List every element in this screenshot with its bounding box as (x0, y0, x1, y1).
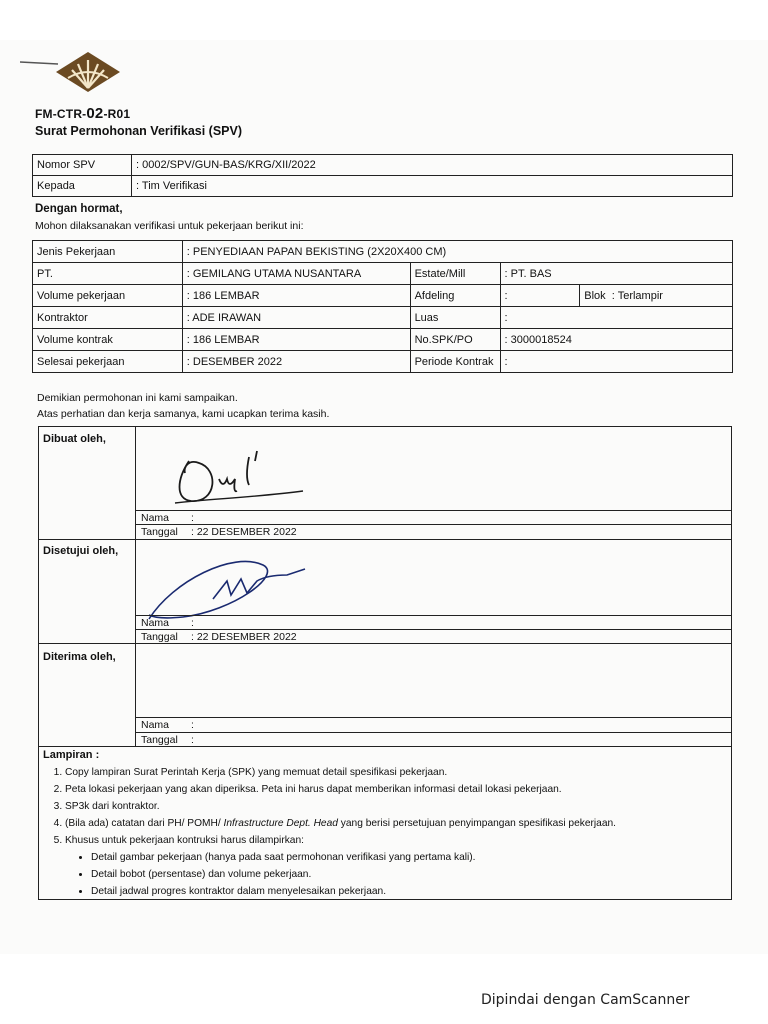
lampiran-subitem: • Detail bobot (persentase) dan volume pekerjaan. (91, 866, 723, 883)
dibuat-oleh-label: Dibuat oleh, (43, 433, 106, 445)
volume-pekerjaan-label: Volume pekerjaan (33, 285, 183, 307)
blok-cell (580, 285, 733, 307)
jenis-pekerjaan-label: Jenis Pekerjaan (33, 241, 183, 263)
lampiran-item-4-tail: yang berisi persetujuan penyimpangan spesifikasi pekerjaan. (337, 818, 616, 829)
lampiran-item: 2. Peta lokasi pekerjaan yang akan diperiksa. Peta ini harus dapat memberikan informasi detail lokasi pekerjaan. (65, 781, 723, 798)
jenis-pekerjaan-value: : PENYEDIAAN PAPAN BEKISTING (2X20X400 CM) (182, 241, 732, 263)
work-details-table (32, 240, 733, 373)
dibuat-nama-label: Nama (141, 512, 170, 524)
lampiran-item (65, 815, 723, 832)
closing-line-1: Demikian permohonan ini kami sampaikan. (37, 392, 238, 404)
diterima-nama-value: : (191, 719, 194, 731)
pt-label: PT. (33, 263, 183, 285)
lampiran-subitem: • Detail gambar pekerjaan (hanya pada saat permohonan verifikasi yang pertama kali). (91, 849, 723, 866)
dibuat-tanggal-value: : 22 DESEMBER 2022 (191, 526, 297, 538)
closing-text (37, 390, 329, 422)
volume-kontrak-value: : 186 LEMBAR (182, 329, 410, 351)
luas-label: Luas (410, 307, 500, 329)
diterima-nama-line (135, 717, 731, 718)
luas-value: : (500, 307, 732, 329)
estate-label: Estate/Mill (410, 263, 500, 285)
afdeling-label: Afdeling (410, 285, 500, 307)
lampiran-item: 3. SP3k dari kontraktor. (65, 798, 723, 815)
lampiran-section (43, 747, 723, 900)
dibuat-tanggal-line (135, 524, 731, 525)
spk-value: : 3000018524 (500, 329, 732, 351)
spk-label: No.SPK/PO (410, 329, 500, 351)
diterima-nama-label: Nama (141, 719, 170, 731)
blok-label: Blok (584, 289, 606, 302)
dibuat-nama-value: : (191, 512, 194, 524)
nomor-spv-value: : 0002/SPV/GUN-BAS/KRG/XII/2022 (132, 155, 733, 176)
disetujui-signature-icon (143, 551, 323, 631)
disetujui-nama-line (135, 615, 731, 616)
lampiran-item-4-text: (Bila ada) catatan dari PH/ POMH/ (65, 818, 224, 829)
volume-kontrak-label: Volume kontrak (33, 329, 183, 351)
lampiran-list (43, 764, 723, 900)
periode-value: : (500, 351, 732, 373)
lampiran-heading: Lampiran : (43, 749, 100, 761)
disetujui-section-divider (39, 643, 731, 644)
disetujui-oleh-label: Disetujui oleh, (43, 545, 119, 557)
salutation: Dengan hormat, (35, 203, 123, 215)
lampiran-item-4-italic: Infrastructure Dept. Head (223, 818, 338, 829)
kontraktor-value: : ADE IRAWAN (182, 307, 410, 329)
blok-value: : Terlampir (611, 289, 663, 302)
signature-box (38, 426, 732, 900)
diterima-oleh-label: Diterima oleh, (43, 651, 116, 663)
kontraktor-label: Kontraktor (33, 307, 183, 329)
intro-text: Mohon dilaksanakan verifikasi untuk pekerjaan berikut ini: (35, 220, 304, 232)
lampiran-item: 1. Copy lampiran Surat Perintah Kerja (SPK) yang memuat detail spesifikasi pekerjaan. (65, 764, 723, 781)
estate-value: : PT. BAS (500, 263, 732, 285)
diterima-tanggal-label: Tanggal (141, 734, 178, 746)
disetujui-tanggal-line (135, 629, 731, 630)
disetujui-tanggal-label: Tanggal (141, 631, 178, 643)
lampiran-item (65, 832, 723, 900)
diterima-tanggal-line (135, 732, 731, 733)
selesai-label: Selesai pekerjaan (33, 351, 183, 373)
dibuat-tanggal-label: Tanggal (141, 526, 178, 538)
selesai-value: : DESEMBER 2022 (182, 351, 410, 373)
signature-column-divider (135, 427, 136, 747)
disetujui-nama-label: Nama (141, 617, 170, 629)
kepada-value: : Tim Verifikasi (132, 176, 733, 197)
afdeling-value: : (500, 285, 580, 307)
form-code: FM-CTR-02-R01 (35, 105, 131, 122)
disetujui-tanggal-value: : 22 DESEMBER 2022 (191, 631, 297, 643)
dibuat-section-divider (39, 539, 731, 540)
kepada-label: Kepada (33, 176, 132, 197)
disetujui-nama-value: : (191, 617, 194, 629)
form-title: Surat Permohonan Verifikasi (SPV) (35, 124, 243, 138)
lampiran-item-5-text: Khusus untuk pekerjaan kontruksi harus dilampirkan: (65, 835, 304, 846)
pt-value: : GEMILANG UTAMA NUSANTARA (182, 263, 410, 285)
nomor-spv-label: Nomor SPV (33, 155, 132, 176)
company-logo-icon (20, 48, 130, 96)
periode-label: Periode Kontrak (410, 351, 500, 373)
spv-header-table (32, 154, 733, 197)
dibuat-signature-icon (169, 449, 309, 511)
lampiran-sublist (65, 849, 723, 900)
camscanner-footer: Dipindai dengan CamScanner (481, 992, 690, 1008)
dibuat-nama-line (135, 510, 731, 511)
volume-pekerjaan-value: : 186 LEMBAR (182, 285, 410, 307)
diterima-tanggal-value: : (191, 734, 194, 746)
lampiran-subitem: • Detail jadwal progres kontraktor dalam menyelesaikan pekerjaan. (91, 883, 723, 900)
closing-line-2: Atas perhatian dan kerja samanya, kami ucapkan terima kasih. (37, 408, 330, 420)
